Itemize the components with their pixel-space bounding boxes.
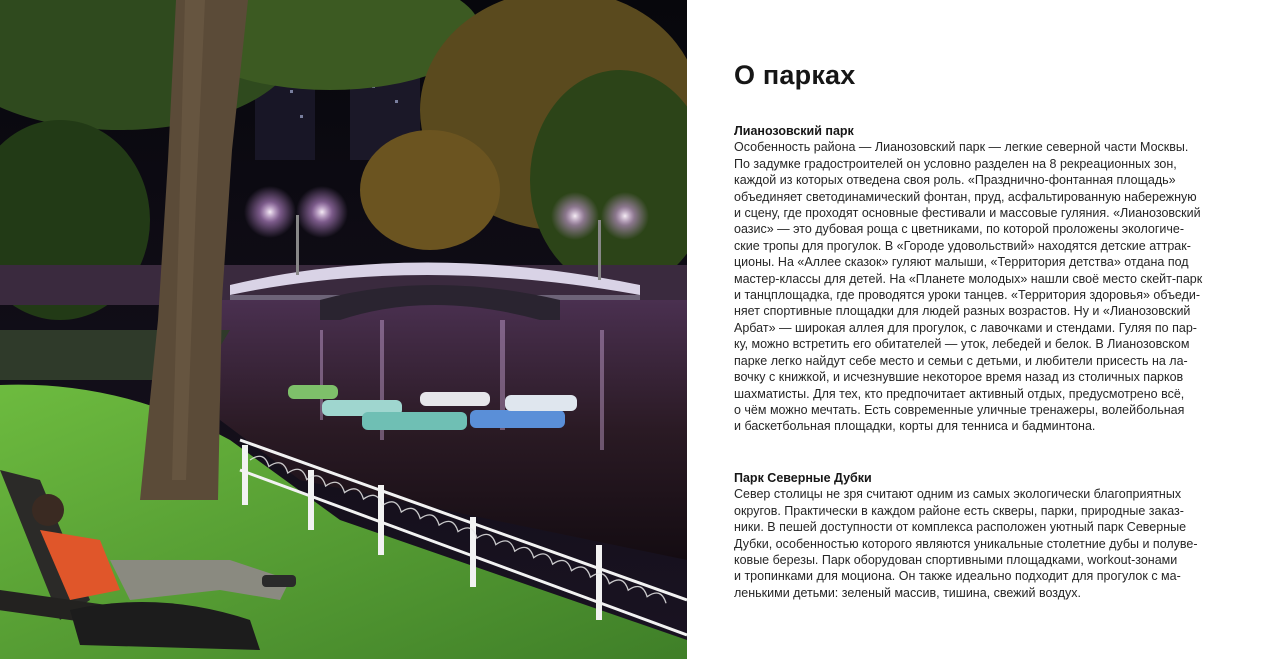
text-line: оазис» — это дубовая роща с цветниками, по которой проложены экологиче- bbox=[734, 222, 1184, 237]
text-line: вочку с книжкой, и исчезнувшие некоторое время назад из столичных парков bbox=[734, 370, 1184, 385]
text-line: ские тропы для прогулок. В «Городе удовольствий» находятся детские аттрак- bbox=[734, 238, 1191, 253]
text-line: Дубки, особенностью которого являются уникальные столетние дубы и полуве- bbox=[734, 536, 1198, 551]
text-line: ционы. На «Аллее сказок» гуляют малыши, «Территория детства» отдана под bbox=[734, 255, 1189, 270]
park-description bbox=[734, 486, 1254, 601]
text-line: Арбат» — широкая аллея для прогулок, с лавочками и стендами. Гуляя по пар- bbox=[734, 320, 1197, 335]
park-description bbox=[734, 139, 1254, 434]
text-line: мастер-классы для детей. На «Планете молодых» нашли своё место скейт-парк bbox=[734, 271, 1203, 286]
page-title: О парках bbox=[734, 60, 856, 90]
text-line: Особенность района — Лианозовский парк — легкие северной части Москвы. bbox=[734, 140, 1189, 155]
text-line: няет спортивные площадки для людей разных возрастов. Ну и «Лианозовский bbox=[734, 304, 1191, 319]
text-line: парке легко найдут себе место и семьи с детьми, и любители присесть на ла- bbox=[734, 353, 1188, 368]
text-line: ку, можно встретить его обитателей — уток, лебедей и белок. В Лианозовском bbox=[734, 337, 1190, 352]
text-line: и танцплощадка, где проводятся уроки танцев. «Территория здоровья» объеди- bbox=[734, 288, 1201, 303]
text-line: объединяет светодинамический фонтан, пруд, асфальтированную набережную bbox=[734, 189, 1197, 204]
park-heading: Парк Северные Дубки bbox=[734, 471, 872, 485]
text-line: ники. В пешей доступности от комплекса расположен уютный парк Северные bbox=[734, 520, 1187, 535]
park-section-lianozovsky bbox=[734, 123, 1254, 435]
text-line: каждой из которых отведена своя роль. «Празднично-фонтанная площадь» bbox=[734, 173, 1176, 188]
text-line: шахматисты. Для тех, кто предпочитает активный отдых, предусмотрено всё, bbox=[734, 386, 1185, 401]
text-line: ленькими детьми: зеленый массив, тишина, свежий воздух. bbox=[734, 585, 1081, 600]
text-line: округов. Практически в каждом районе есть скверы, парки, природные заказ- bbox=[734, 503, 1184, 518]
text-line: о чём можно мечтать. Есть современные уличные тренажеры, волейбольная bbox=[734, 402, 1185, 417]
park-heading: Лианозовский парк bbox=[734, 124, 854, 138]
text-line: и сцену, где проходят основные фестивали и массовые гуляния. «Лианозовский bbox=[734, 206, 1201, 221]
text-line: и тропинками для моциона. Он также идеально подходит для прогулок с ма- bbox=[734, 569, 1181, 584]
text-line: и баскетбольная площадки, корты для тенниса и бадминтона. bbox=[734, 419, 1096, 434]
text-line: По задумке градостроителей он условно разделен на 8 рекреационных зон, bbox=[734, 156, 1177, 171]
text-line: ковые березы. Парк оборудован спортивными площадками, workout-зонами bbox=[734, 553, 1178, 568]
park-section-severnye-dubki bbox=[734, 470, 1254, 601]
text-line: Север столицы не зря считают одним из самых экологически благоприятных bbox=[734, 487, 1182, 502]
